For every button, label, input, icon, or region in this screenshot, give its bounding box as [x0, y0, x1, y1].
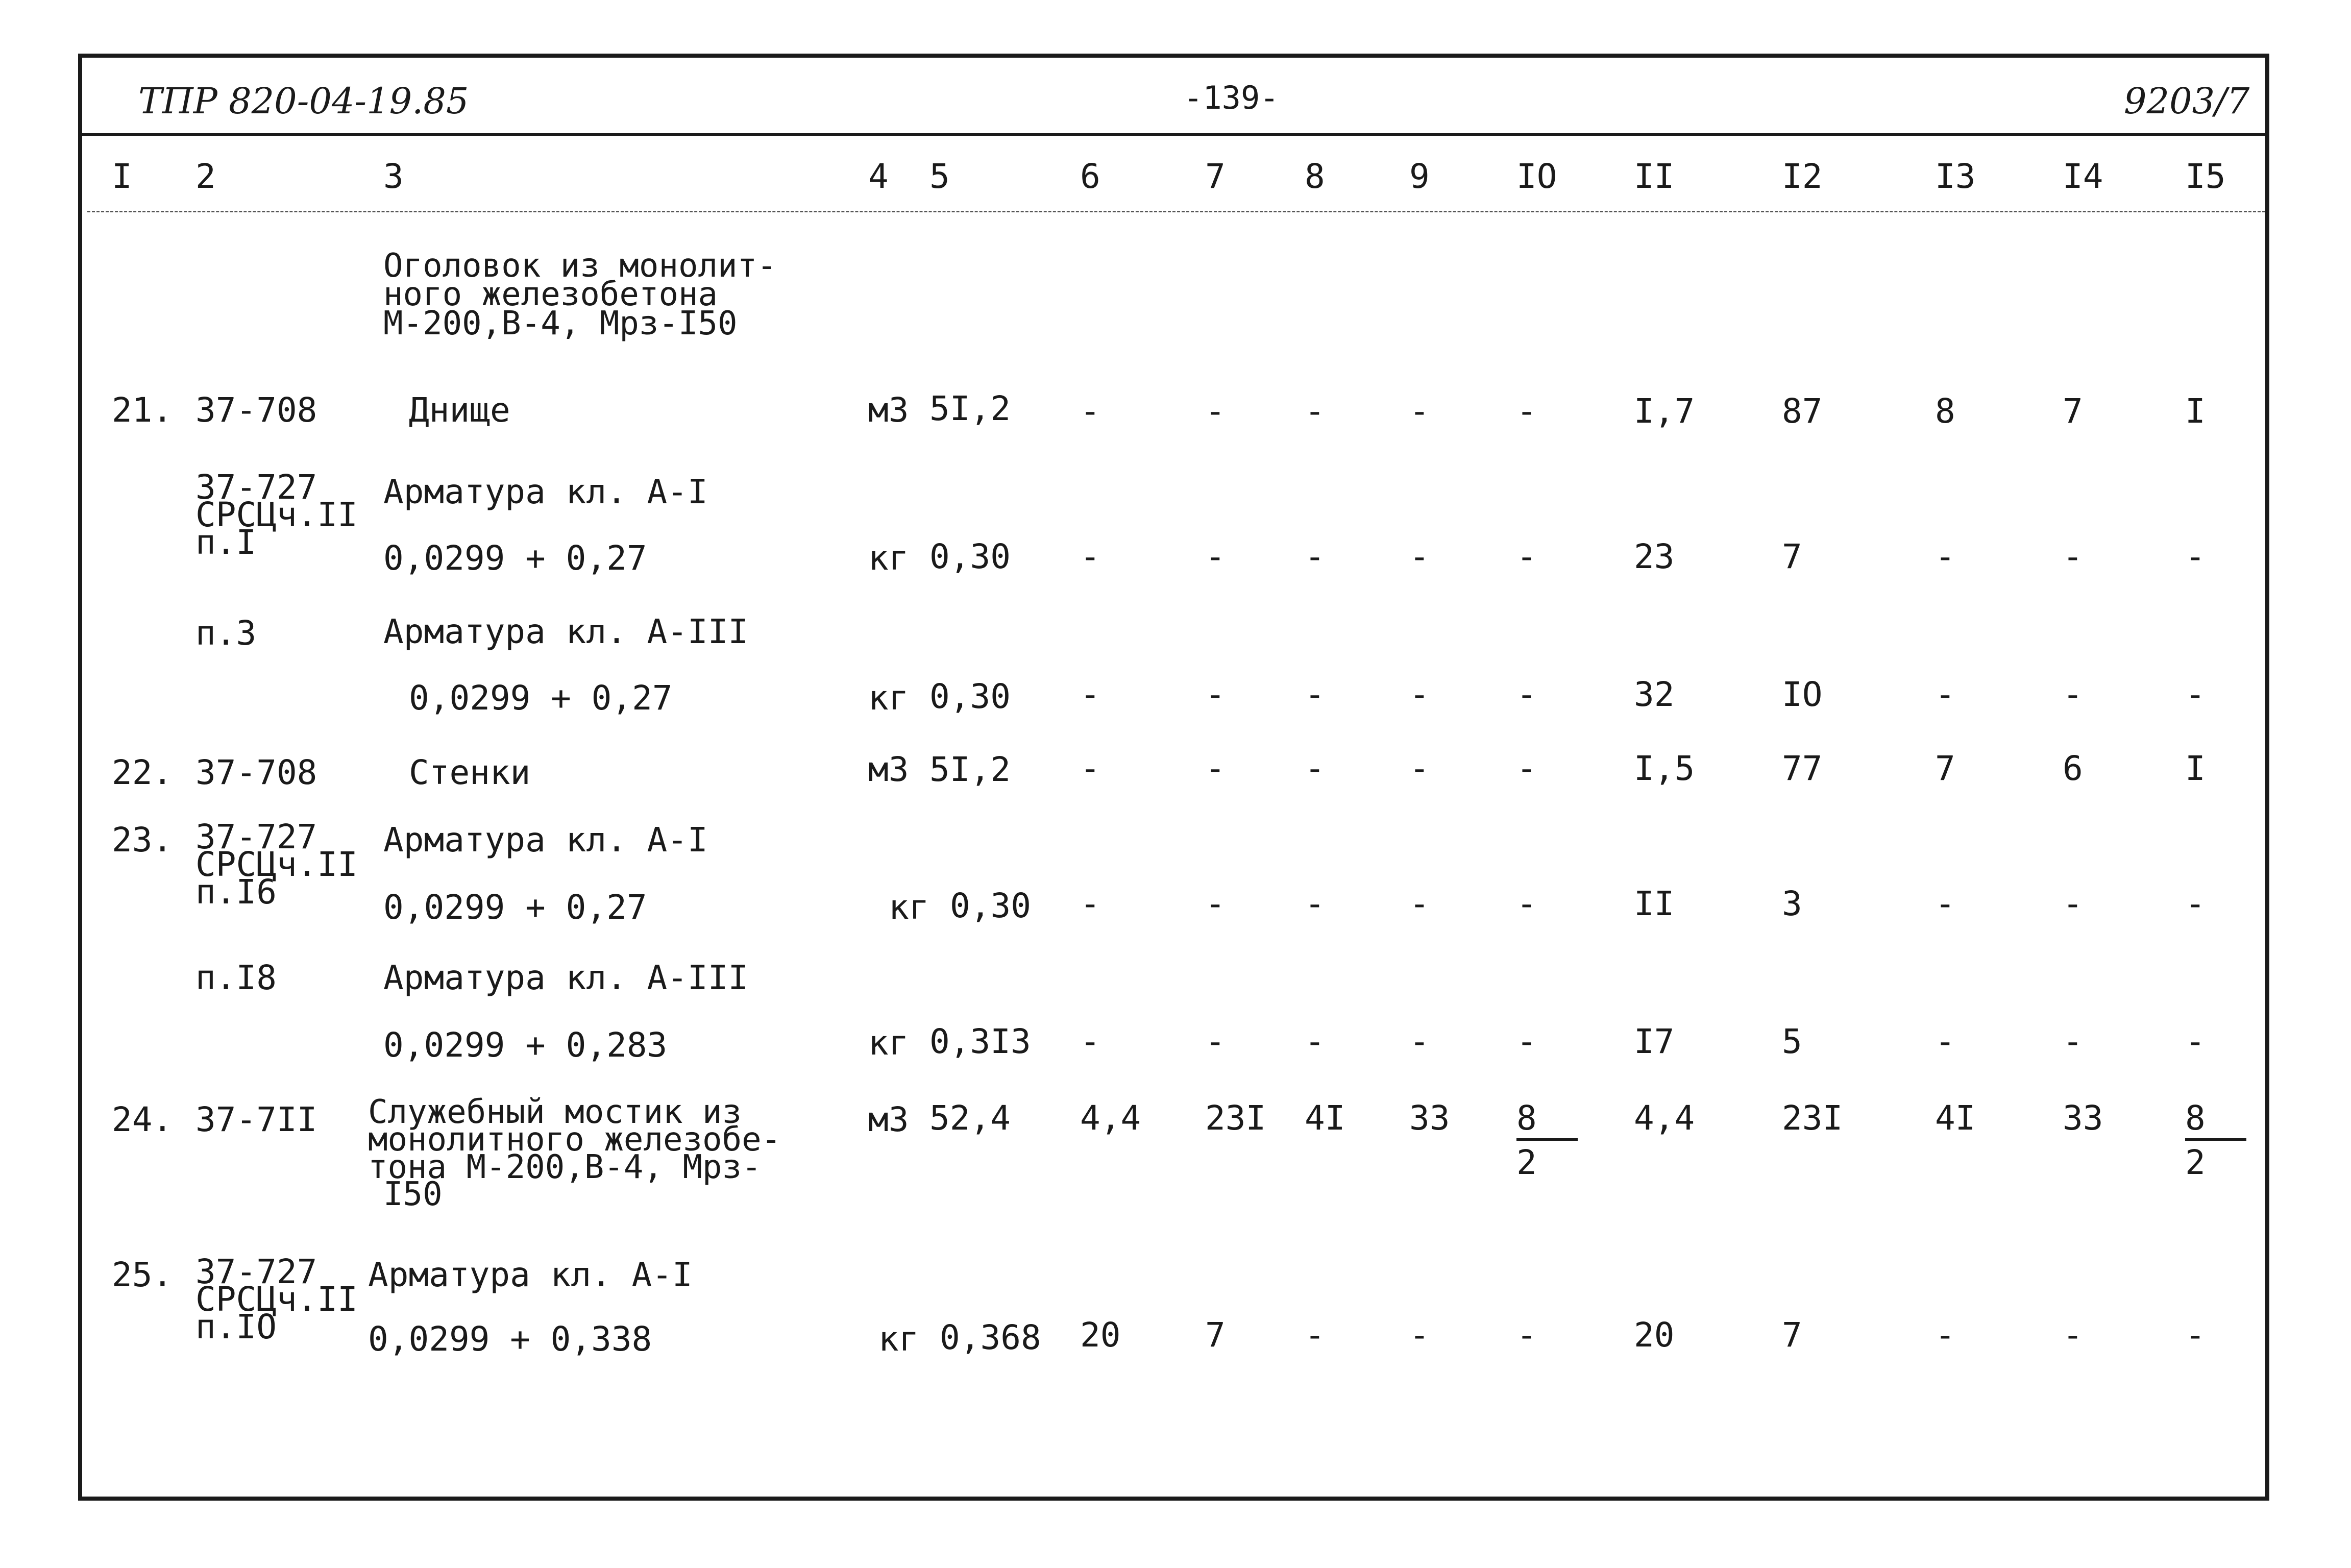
item-formula: 0,0299 + 0,338	[368, 1319, 652, 1359]
column-header-rule	[87, 211, 2265, 212]
item-quantity: 5I,2	[929, 389, 1011, 428]
cell-c11: I7	[1634, 1022, 1675, 1061]
cell-c6: -	[1080, 391, 1100, 431]
cell-c7: -	[1205, 537, 1226, 576]
cell-c8: -	[1305, 391, 1325, 431]
cell-c14: -	[2063, 1022, 2083, 1061]
item-unit: кг	[868, 538, 909, 578]
cell-c15: I	[2185, 749, 2206, 788]
cell-c8: 4I	[1305, 1098, 1345, 1138]
cell-c12: 3	[1782, 884, 1802, 923]
fraction-numerator: 8	[1516, 1101, 1578, 1141]
cell-c8: -	[1305, 884, 1325, 923]
fraction-c15	[2185, 1098, 2246, 1182]
item-code: п.I8	[195, 958, 277, 997]
cell-c9: -	[1409, 391, 1430, 431]
page-number: -139-	[1184, 79, 1279, 116]
item-code-line: 37-727	[195, 1252, 317, 1291]
item-number: 23.	[112, 820, 173, 860]
header-rule	[82, 133, 2265, 136]
item-code-line: п.I	[195, 523, 257, 562]
item-code	[195, 817, 358, 912]
item-quantity: 0,368	[940, 1318, 1041, 1357]
cell-c10: -	[1516, 1022, 1537, 1061]
cell-c14: -	[2063, 1315, 2083, 1355]
item-code-line: 37-727	[195, 468, 317, 507]
cell-c12: 87	[1782, 391, 1823, 431]
cell-c6: -	[1080, 884, 1100, 923]
item-description: Стенки	[409, 753, 531, 792]
cell-c15: -	[2185, 675, 2206, 714]
cell-c14: 6	[2063, 749, 2083, 788]
cell-c7: -	[1205, 391, 1226, 431]
cell-c15: -	[2185, 884, 2206, 923]
cell-c13: -	[1935, 1022, 1955, 1061]
item-description: Днище	[409, 390, 510, 430]
cell-c6: -	[1080, 749, 1100, 788]
cell-c7: -	[1205, 675, 1226, 714]
item-code-line: п.I6	[195, 872, 277, 912]
item-unit: кг	[889, 888, 929, 927]
fraction-numerator: 8	[2185, 1101, 2246, 1141]
item-code: 37-7II	[195, 1100, 317, 1139]
cell-c10: -	[1516, 884, 1537, 923]
cell-c14: -	[2063, 537, 2083, 576]
item-description-line: тона М-200,В-4, Мрз-	[368, 1148, 762, 1186]
cell-c10: -	[1516, 749, 1537, 788]
cell-c14: -	[2063, 884, 2083, 923]
column-number: 4	[868, 157, 889, 196]
item-quantity: 0,30	[929, 677, 1011, 716]
cell-c7: -	[1205, 884, 1226, 923]
cell-c6: -	[1080, 1022, 1100, 1061]
column-number: I3	[1935, 157, 1976, 196]
item-number: 22.	[112, 753, 173, 792]
item-code-line: п.IO	[195, 1307, 277, 1347]
item-formula: 0,0299 + 0,27	[383, 888, 647, 927]
cell-c9: -	[1409, 1022, 1430, 1061]
item-code-line: СРСЦч.II	[195, 845, 358, 885]
item-code	[195, 468, 358, 562]
column-number: 2	[195, 157, 216, 196]
cell-c7: -	[1205, 749, 1226, 788]
column-number: I4	[2063, 157, 2103, 196]
cell-c11: I,5	[1634, 749, 1695, 788]
cell-c8: -	[1305, 1022, 1325, 1061]
item-description: Арматура кл. А-I	[368, 1255, 693, 1294]
cell-c15: -	[2185, 1315, 2206, 1355]
item-number: 21.	[112, 390, 173, 430]
sheet-number: 9203/7	[2124, 80, 2250, 122]
item-code-line: СРСЦч.II	[195, 495, 358, 535]
column-number: IO	[1516, 157, 1557, 196]
cell-c14: -	[2063, 675, 2083, 714]
item-quantity: 0,3I3	[929, 1022, 1031, 1061]
cell-c15: I	[2185, 391, 2206, 431]
item-code-line: СРСЦч.II	[195, 1280, 358, 1319]
column-number: I5	[2185, 157, 2226, 196]
cell-c13: 8	[1935, 391, 1955, 431]
cell-c11: II	[1634, 884, 1675, 923]
cell-c8: -	[1305, 1315, 1325, 1355]
cell-c9: -	[1409, 749, 1430, 788]
cell-c11: 23	[1634, 537, 1675, 576]
item-unit: кг	[868, 1023, 909, 1063]
cell-c15: -	[2185, 1022, 2206, 1061]
cell-c8: -	[1305, 749, 1325, 788]
item-unit: м3	[868, 1100, 909, 1139]
item-quantity: 52,4	[929, 1098, 1011, 1138]
document-sheet	[78, 54, 2269, 1501]
item-code	[195, 1252, 358, 1347]
fraction-denominator: 2	[1516, 1143, 1537, 1182]
document-code: ТПР 820-04-19.85	[138, 80, 469, 122]
item-code-line: 37-727	[195, 817, 317, 856]
cell-c7: 7	[1205, 1315, 1226, 1355]
section-title	[383, 247, 777, 342]
item-formula: 0,0299 + 0,27	[409, 678, 673, 718]
cell-c15: -	[2185, 537, 2206, 576]
fraction-c10	[1516, 1098, 1578, 1182]
cell-c6: 20	[1080, 1315, 1121, 1355]
cell-c7: -	[1205, 1022, 1226, 1061]
cell-c11: 32	[1634, 675, 1675, 714]
cell-c13: -	[1935, 884, 1955, 923]
item-quantity: 0,30	[929, 537, 1011, 576]
item-quantity: 5I,2	[929, 750, 1011, 789]
cell-c9: -	[1409, 1315, 1430, 1355]
item-unit: кг	[868, 678, 909, 718]
item-description	[368, 1093, 781, 1214]
cell-c10: -	[1516, 675, 1537, 714]
cell-c14: 33	[2063, 1098, 2103, 1138]
cell-c9: -	[1409, 884, 1430, 923]
cell-c6: 4,4	[1080, 1098, 1141, 1138]
item-code: 37-708	[195, 390, 317, 430]
column-number: 6	[1080, 157, 1100, 196]
cell-c13: -	[1935, 675, 1955, 714]
item-formula: 0,0299 + 0,283	[383, 1025, 668, 1065]
cell-c12: 23I	[1782, 1098, 1843, 1138]
column-number: I	[112, 157, 132, 196]
cell-c14: 7	[2063, 391, 2083, 431]
column-number: 3	[383, 157, 404, 196]
cell-c11: 20	[1634, 1315, 1675, 1355]
fraction-denominator: 2	[2185, 1143, 2206, 1182]
column-number: 5	[929, 157, 950, 196]
cell-c12: IO	[1782, 675, 1823, 714]
cell-c13: -	[1935, 1315, 1955, 1355]
item-description: Арматура кл. А-I	[383, 820, 708, 860]
cell-c10: -	[1516, 1315, 1537, 1355]
column-number: I2	[1782, 157, 1823, 196]
column-number: 7	[1205, 157, 1226, 196]
cell-c9: -	[1409, 675, 1430, 714]
cell-c12: 7	[1782, 537, 1802, 576]
item-code: п.3	[195, 614, 257, 653]
item-unit: кг	[878, 1319, 919, 1359]
item-description-line: монолитного железобе-	[368, 1120, 781, 1159]
cell-c8: -	[1305, 675, 1325, 714]
cell-c13: 4I	[1935, 1098, 1976, 1138]
cell-c6: -	[1080, 675, 1100, 714]
cell-c9: 33	[1409, 1098, 1450, 1138]
item-unit: м3	[868, 750, 909, 789]
item-description: Арматура кл. А-III	[383, 612, 749, 651]
cell-c9: -	[1409, 537, 1430, 576]
cell-c12: 7	[1782, 1315, 1802, 1355]
column-number: 9	[1409, 157, 1430, 196]
item-quantity: 0,30	[950, 886, 1031, 925]
cell-c12: 5	[1782, 1022, 1802, 1061]
item-description-line: I50	[383, 1175, 443, 1214]
section-title-line: ного железобетона	[383, 276, 718, 314]
section-title-line: М-200,В-4, Мрз-I50	[383, 304, 738, 342]
item-description: Арматура кл. А-III	[383, 958, 749, 997]
cell-c8: -	[1305, 537, 1325, 576]
cell-c12: 77	[1782, 749, 1823, 788]
item-description: Арматура кл. А-I	[383, 472, 708, 511]
item-formula: 0,0299 + 0,27	[383, 538, 647, 578]
cell-c11: 4,4	[1634, 1098, 1695, 1138]
item-number: 25.	[112, 1255, 173, 1294]
cell-c6: -	[1080, 537, 1100, 576]
cell-c10: -	[1516, 537, 1537, 576]
cell-c10: -	[1516, 391, 1537, 431]
item-unit: м3	[868, 390, 909, 430]
item-code: 37-708	[195, 753, 317, 792]
item-description-line: Служебный мостик из	[368, 1093, 742, 1131]
cell-c13: -	[1935, 537, 1955, 576]
cell-c7: 23I	[1205, 1098, 1266, 1138]
column-number: II	[1634, 157, 1675, 196]
section-title-line: Оголовок из монолит-	[383, 247, 777, 285]
cell-c11: I,7	[1634, 391, 1695, 431]
item-number: 24.	[112, 1100, 173, 1139]
cell-c13: 7	[1935, 749, 1955, 788]
column-number: 8	[1305, 157, 1325, 196]
